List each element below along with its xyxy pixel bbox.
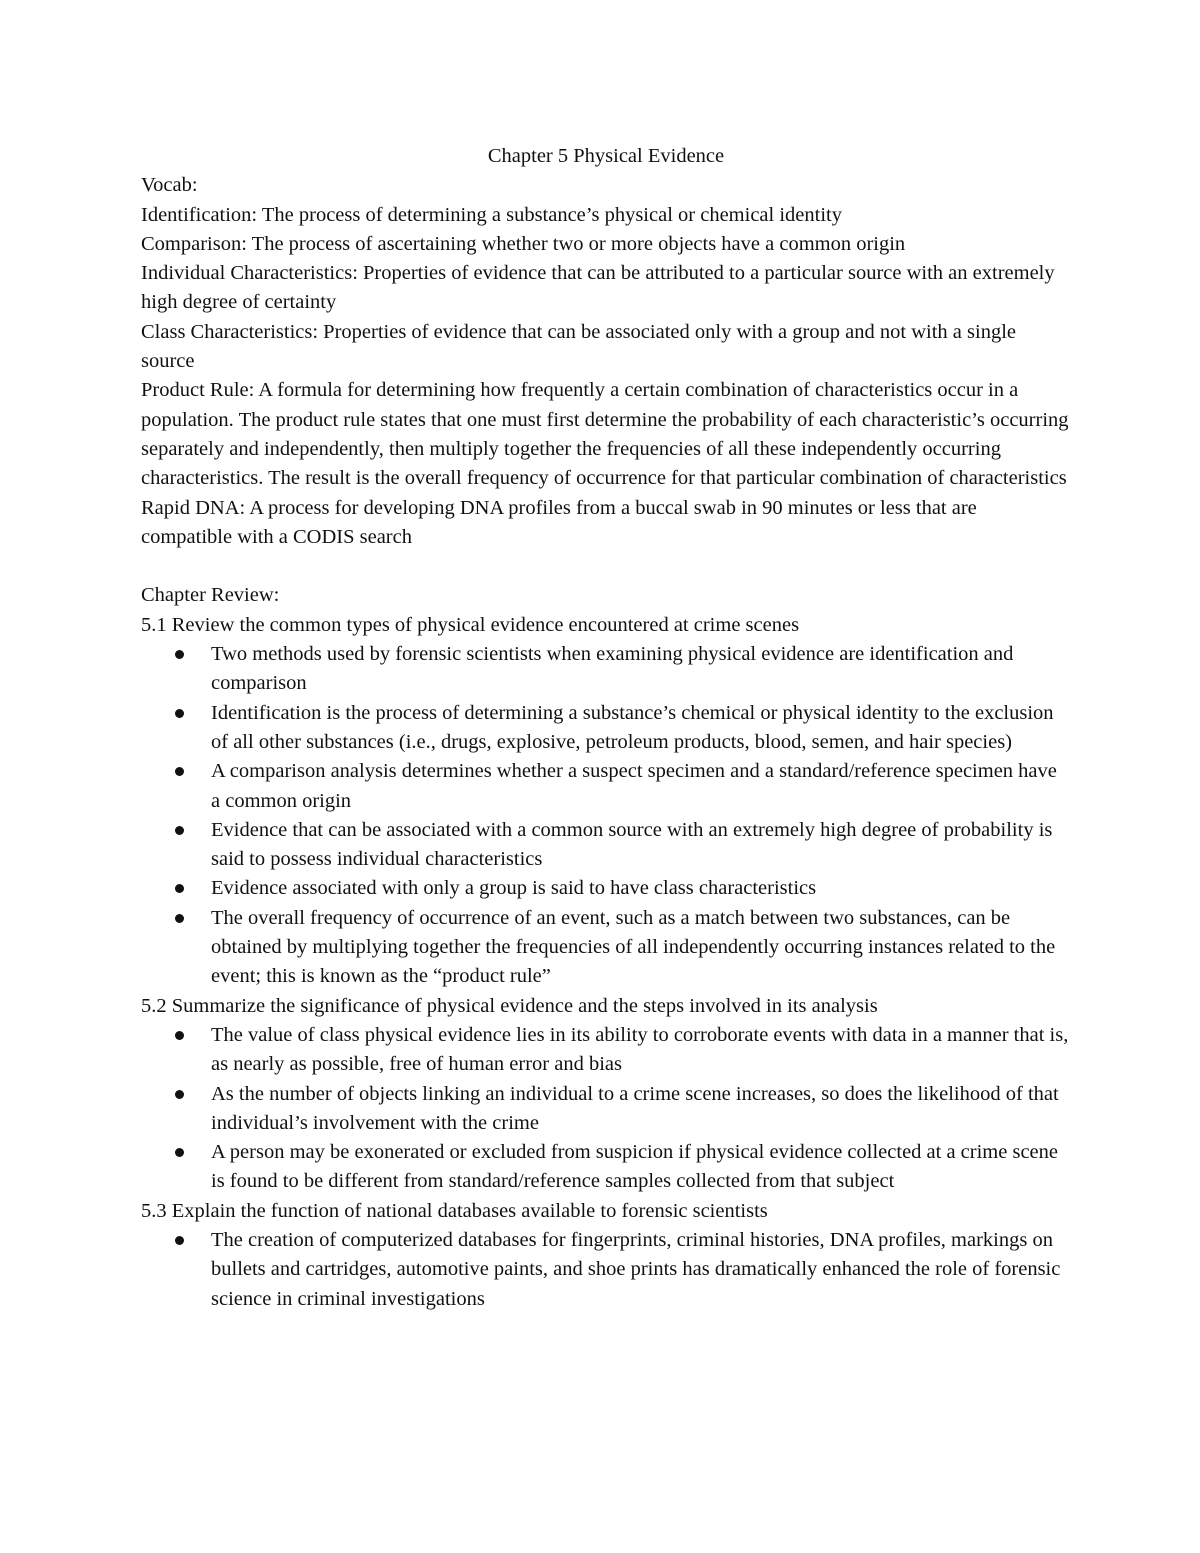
bullet-icon bbox=[175, 884, 184, 893]
list-item bbox=[141, 1080, 1071, 1139]
bullet-icon bbox=[175, 1090, 184, 1099]
section-heading: 5.2 Summarize the significance of physical evidence and the steps involved in its analysis bbox=[141, 994, 878, 1017]
vocab-comparison: Comparison: The process of ascertaining whether two or more objects have a common origin bbox=[141, 232, 906, 255]
list-item-text: A person may be exonerated or excluded from suspicion if physical evidence collected at a crime scene is found to be different from standard/reference samples collected from that subject bbox=[211, 1141, 1058, 1193]
list-item-text: Identification is the process of determining a substance’s chemical or physical identity to the exclusion of all other substances (i.e., drugs, explosive, petroleum products, blood, semen, and hair species) bbox=[211, 701, 1054, 753]
list-item-text: Evidence that can be associated with a common source with an extremely high degree of probability is said to possess individual characteristics bbox=[211, 818, 1053, 871]
list-item-text: A comparison analysis determines whether a suspect specimen and a standard/reference specimen have a common origin bbox=[211, 760, 1057, 812]
bullet-icon bbox=[175, 767, 184, 776]
list-item bbox=[141, 1138, 1071, 1197]
spacer bbox=[141, 552, 1071, 581]
bullet-icon bbox=[175, 914, 184, 923]
vocab-rapid-dna: Rapid DNA: A process for developing DNA profiles from a buccal swab in 90 minutes or less that are compatible with a CODIS search bbox=[141, 496, 977, 548]
vocab-individual-characteristics: Individual Characteristics: Properties of evidence that can be attributed to a particular source with an extremely high degree of certainty bbox=[141, 262, 1055, 314]
list-item-text: Two methods used by forensic scientists when examining physical evidence are identification and comparison bbox=[211, 643, 1014, 695]
bullet-icon bbox=[175, 826, 184, 835]
list-item bbox=[141, 699, 1071, 758]
list-item-text: The value of class physical evidence lies in its ability to corroborate events with data in a manner that is, as nearly as possible, free of human error and bias bbox=[211, 1023, 1069, 1076]
list-item bbox=[141, 1021, 1071, 1080]
vocab-class-characteristics: Class Characteristics: Properties of evidence that can be associated only with a group and not with a single source bbox=[141, 320, 1016, 373]
list-item-text: The creation of computerized databases for fingerprints, criminal histories, DNA profiles, markings on bullets and cartridges, automotive paints, and shoe prints has dramatically enhanced the role of forensic science in criminal investigations bbox=[211, 1228, 1061, 1310]
bullet-icon bbox=[175, 1236, 184, 1245]
bullet-list bbox=[141, 1226, 1071, 1314]
vocab-heading: Vocab: bbox=[141, 174, 198, 197]
review-heading: Chapter Review: bbox=[141, 584, 280, 607]
bullet-icon bbox=[175, 1148, 184, 1157]
bullet-icon bbox=[175, 650, 184, 659]
list-item bbox=[141, 1226, 1071, 1314]
bullet-icon bbox=[175, 1031, 184, 1040]
bullet-list bbox=[141, 640, 1071, 992]
list-item-text: The overall frequency of occurrence of an event, such as a match between two substances, can be obtained by multiplying together the frequencies of all independently occurring instances related to the event; this is known as the “product rule” bbox=[211, 906, 1056, 988]
vocab-identification: Identification: The process of determining a substance’s physical or chemical identity bbox=[141, 203, 842, 226]
section-heading: 5.3 Explain the function of national databases available to forensic scientists bbox=[141, 1199, 768, 1222]
list-item-text: As the number of objects linking an individual to a crime scene increases, so does the likelihood of that individual’s involvement with the crime bbox=[211, 1082, 1059, 1134]
vocab-product-rule: Product Rule: A formula for determining how frequently a certain combination of characteristics occur in a population. The product rule states that one must first determine the probability of each characteristic’s occurring separately and independently, then multiply together the frequencies of all these independently occurring characteristics. The result is the overall frequency of occurrence for that particular combination of characteristics bbox=[141, 379, 1069, 490]
list-item bbox=[141, 874, 1071, 903]
list-item bbox=[141, 757, 1071, 816]
document-page bbox=[141, 142, 1071, 1314]
list-item bbox=[141, 640, 1071, 699]
section-heading: 5.1 Review the common types of physical evidence encountered at crime scenes bbox=[141, 613, 800, 636]
bullet-list bbox=[141, 1021, 1071, 1197]
bullet-icon bbox=[175, 709, 184, 718]
page-title: Chapter 5 Physical Evidence bbox=[487, 145, 725, 167]
list-item bbox=[141, 904, 1071, 992]
list-item bbox=[141, 816, 1071, 875]
list-item-text: Evidence associated with only a group is said to have class characteristics bbox=[211, 877, 817, 900]
